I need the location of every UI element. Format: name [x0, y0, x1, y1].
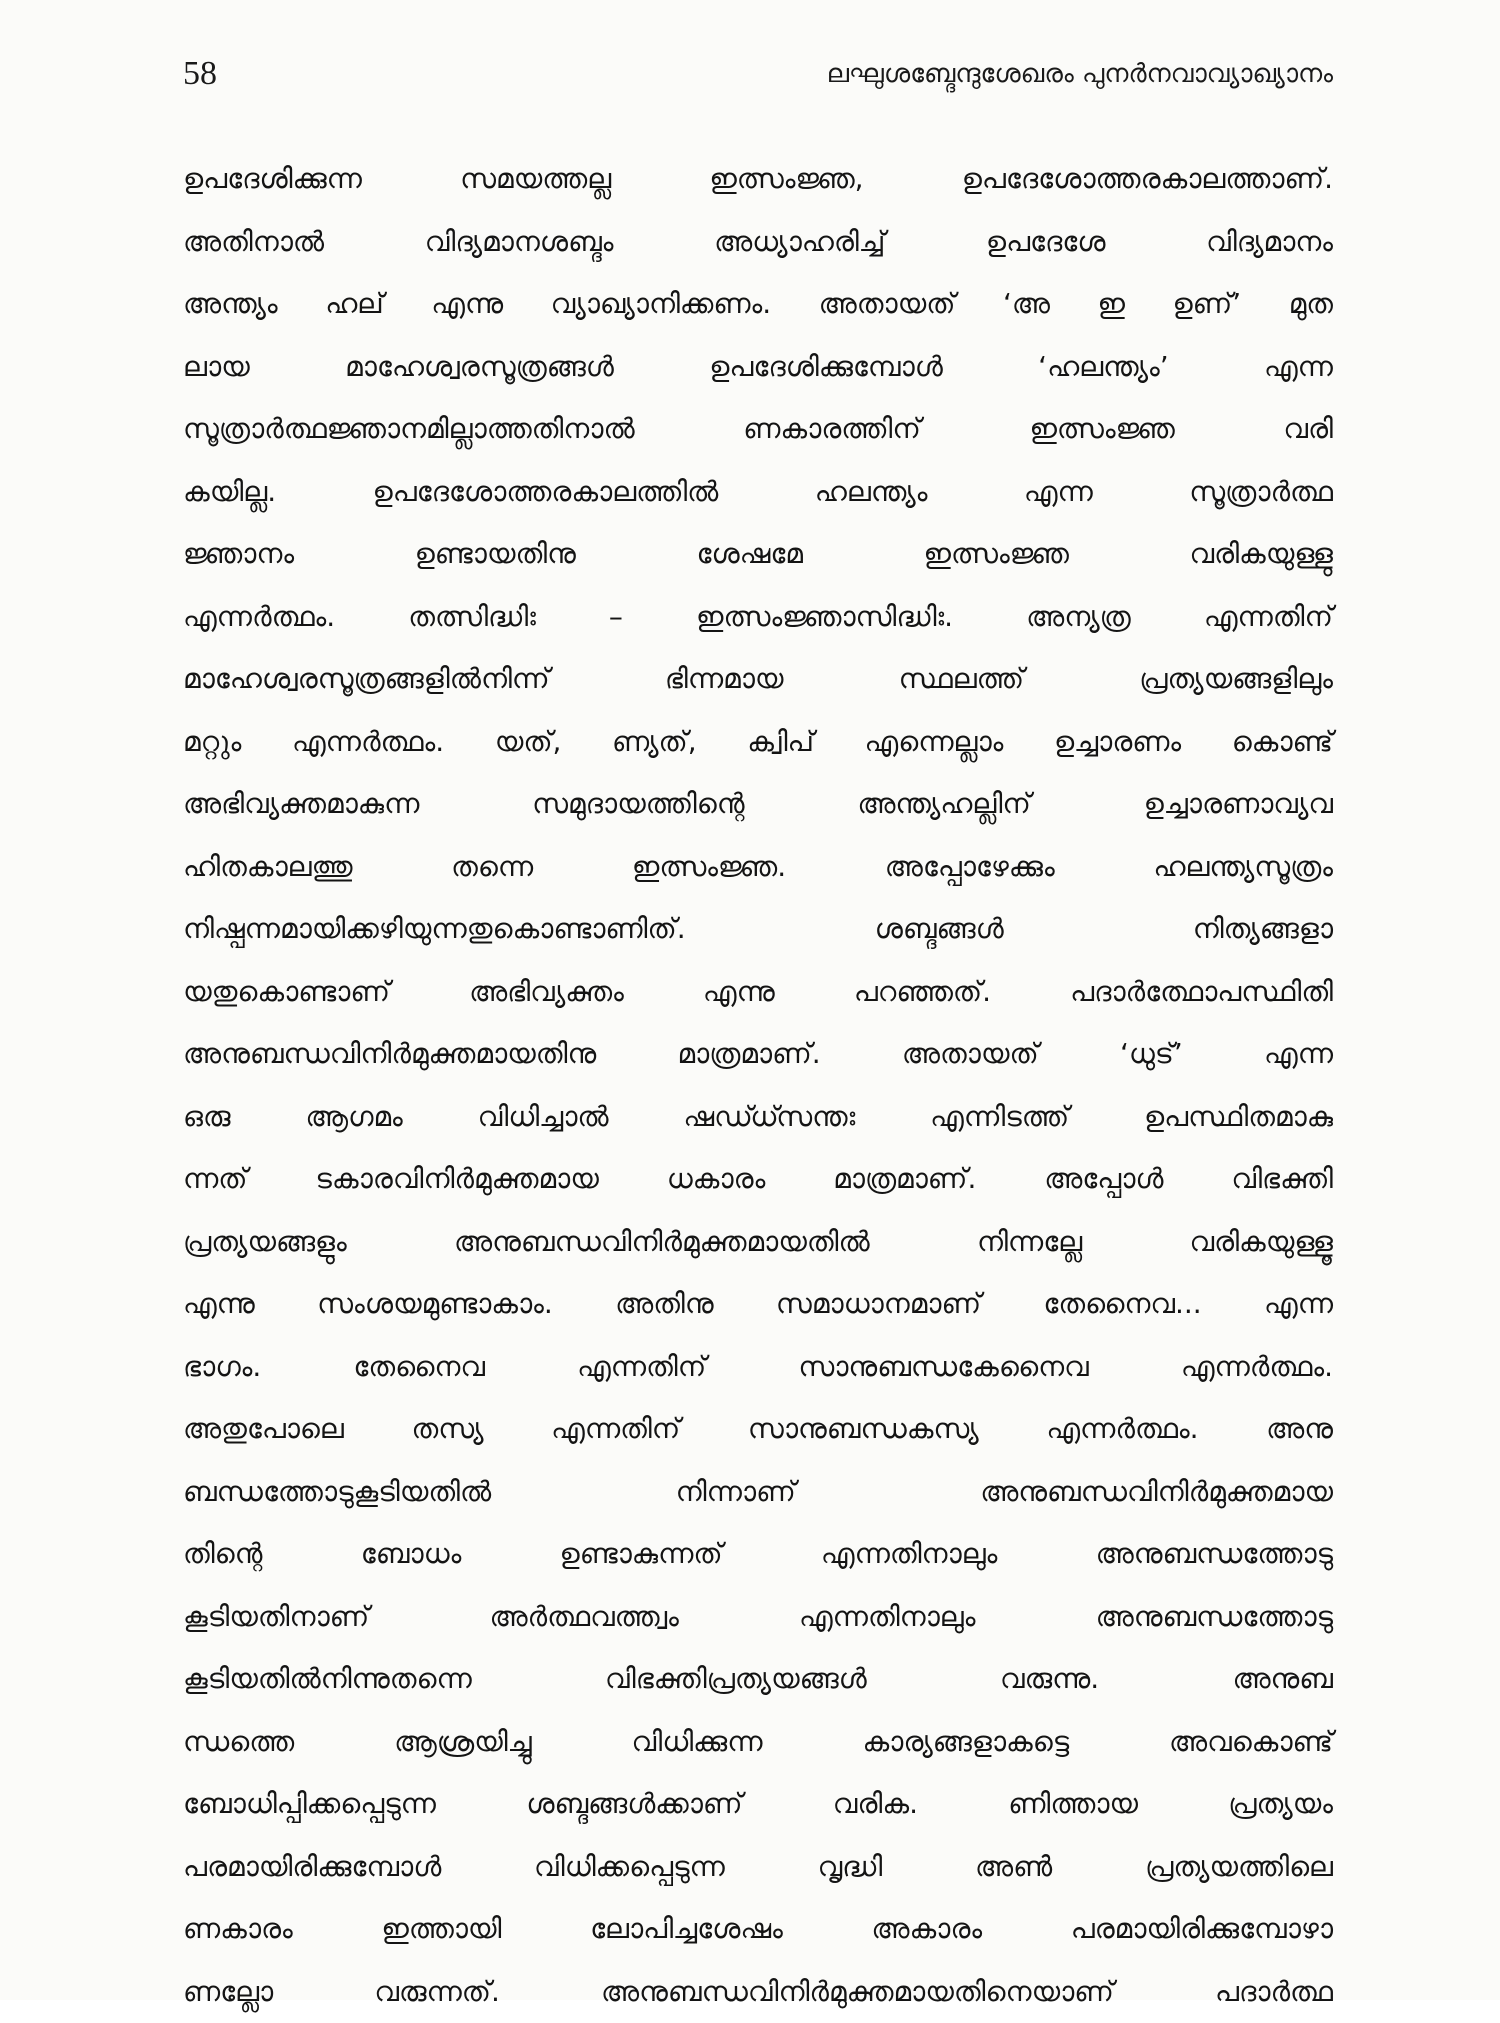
text-line: ലായ മാഹേശ്വരസൂത്രങ്ങൾ ഉപദേശിക്കുമ്പോൾ ‘ഹലന്ത്യം’ എന്ന [183, 336, 1333, 399]
text-line: യതുകൊണ്ടാണ് അഭിവ്യക്തം എന്നു പറഞ്ഞത്. പദാർത്ഥോപസ്ഥിതി [183, 961, 1333, 1024]
text-line: ബോധിപ്പിക്കപ്പെടുന്ന ശബ്ദങ്ങൾക്കാണ് വരിക. ണിത്തായ പ്രത്യയം [183, 1773, 1333, 1836]
text-line: ണകാരം ഇത്തായി ലോപിച്ചശേഷം അകാരം പരമായിരിക്കുമ്പോഴാ [183, 1898, 1333, 1961]
text-line: മാഹേശ്വരസൂത്രങ്ങളിൽനിന്ന് ഭിന്നമായ സ്ഥലത്ത് പ്രത്യയങ്ങളിലും [183, 648, 1333, 711]
text-line: ഭാഗം. തേനൈവ എന്നതിന് സാനുബന്ധകേനൈവ എന്നർത്ഥം. [183, 1336, 1333, 1399]
text-line: ജ്ഞാനം ഉണ്ടായതിനു ശേഷമേ ഇത്സംജ്ഞ വരികയുള്ളു [183, 523, 1333, 586]
text-line: അതുപോലെ തസ്യ എന്നതിന് സാനുബന്ധകസ്യ എന്നർത്ഥം. അനു [183, 1398, 1333, 1461]
page-header [183, 52, 1333, 102]
text-line: ന്ധത്തെ ആശ്രയിച്ചു വിധിക്കുന്ന കാര്യങ്ങളാകട്ടെ അവകൊണ്ട് [183, 1711, 1333, 1774]
text-line: അഭിവ്യക്തമാകുന്ന സമുദായത്തിന്റെ അന്ത്യഹല്ലിന് ഉച്ചാരണാവ്യവ [183, 773, 1333, 836]
text-line: അനുബന്ധവിനിർമുക്തമായതിനു മാത്രമാണ്. അതായത് ‘ധുട്’ എന്ന [183, 1023, 1333, 1086]
text-line: അന്ത്യം ഹല് എന്നു വ്യാഖ്യാനിക്കണം. അതായത് ‘അ ഇ ഉണ്’ മുത [183, 273, 1333, 336]
running-title: ലഘുശബ്ദേന്ദുശേഖരം പുനർനവാവ്യാഖ്യാനം [827, 52, 1333, 96]
text-line: സൂത്രാർത്ഥജ്ഞാനമില്ലാത്തതിനാൽ ണകാരത്തിന് ഇത്സംജ്ഞ വരി [183, 398, 1333, 461]
text-line: മറ്റും എന്നർത്ഥം. യത്, ണ്യത്, ക്വിപ് എന്നെല്ലാം ഉച്ചാരണം കൊണ്ട് [183, 711, 1333, 774]
text-line: ഹിതകാലത്തു തന്നെ ഇത്സംജ്ഞ. അപ്പോഴേക്കും ഹലന്ത്യസൂത്രം [183, 836, 1333, 899]
text-line: നിഷ്പന്നമായിക്കഴിയുന്നതുകൊണ്ടാണിത്. ശബ്ദങ്ങൾ നിത്യങ്ങളാ [183, 898, 1333, 961]
text-line: ബന്ധത്തോടുകൂടിയതിൽ നിന്നാണ് അനുബന്ധവിനിർമുക്തമായ [183, 1461, 1333, 1524]
text-line: ണല്ലോ വരുന്നത്. അനുബന്ധവിനിർമുക്തമായതിനെയാണ് പദാർത്ഥ [183, 1961, 1333, 2023]
text-line: ന്നത് ടകാരവിനിർമുക്തമായ ധകാരം മാത്രമാണ്. അപ്പോൾ വിഭക്തി [183, 1148, 1333, 1211]
text-line: ഒരു ആഗമം വിധിച്ചാൽ ഷഡ്ധ്സന്തഃ എന്നിടത്ത് ഉപസ്ഥിതമാകു [183, 1086, 1333, 1149]
body-paragraph [183, 148, 1333, 1988]
page-number: 58 [183, 54, 217, 94]
text-line: കൂടിയതിനാണ് അർത്ഥവത്ത്വം എന്നതിനാലും അനുബന്ധത്തോടു [183, 1586, 1333, 1649]
text-line: എന്നർത്ഥം. തത്സിദ്ധിഃ – ഇത്സംജ്ഞാസിദ്ധിഃ. അന്യത്ര എന്നതിന് [183, 586, 1333, 649]
text-line: ഉപദേശിക്കുന്ന സമയത്തല്ല ഇത്സംജ്ഞ, ഉപദേശോത്തരകാലത്താണ്. [183, 148, 1333, 211]
text-line: തിന്റെ ബോധം ഉണ്ടാകുന്നത് എന്നതിനാലും അനുബന്ധത്തോടു [183, 1523, 1333, 1586]
text-line: അതിനാൽ വിദ്യമാനശബ്ദം അധ്യാഹരിച്ച് ഉപദേശേ വിദ്യമാനം [183, 211, 1333, 274]
text-line: എന്നു സംശയമുണ്ടാകാം. അതിനു സമാധാനമാണ് തേനൈവ... എന്ന [183, 1273, 1333, 1336]
text-line: കൂടിയതിൽനിന്നുതന്നെ വിഭക്തിപ്രത്യയങ്ങൾ വരുന്നു. അനുബ [183, 1648, 1333, 1711]
text-line: പരമായിരിക്കുമ്പോൾ വിധിക്കപ്പെടുന്ന വൃദ്ധി അൺ പ്രത്യയത്തിലെ [183, 1836, 1333, 1899]
text-line: പ്രത്യയങ്ങളും അനുബന്ധവിനിർമുക്തമായതിൽ നിന്നല്ലേ വരികയുള്ളൂ [183, 1211, 1333, 1274]
text-line: കയില്ല. ഉപദേശോത്തരകാലത്തിൽ ഹലന്ത്യം എന്ന സൂത്രാർത്ഥ [183, 461, 1333, 524]
